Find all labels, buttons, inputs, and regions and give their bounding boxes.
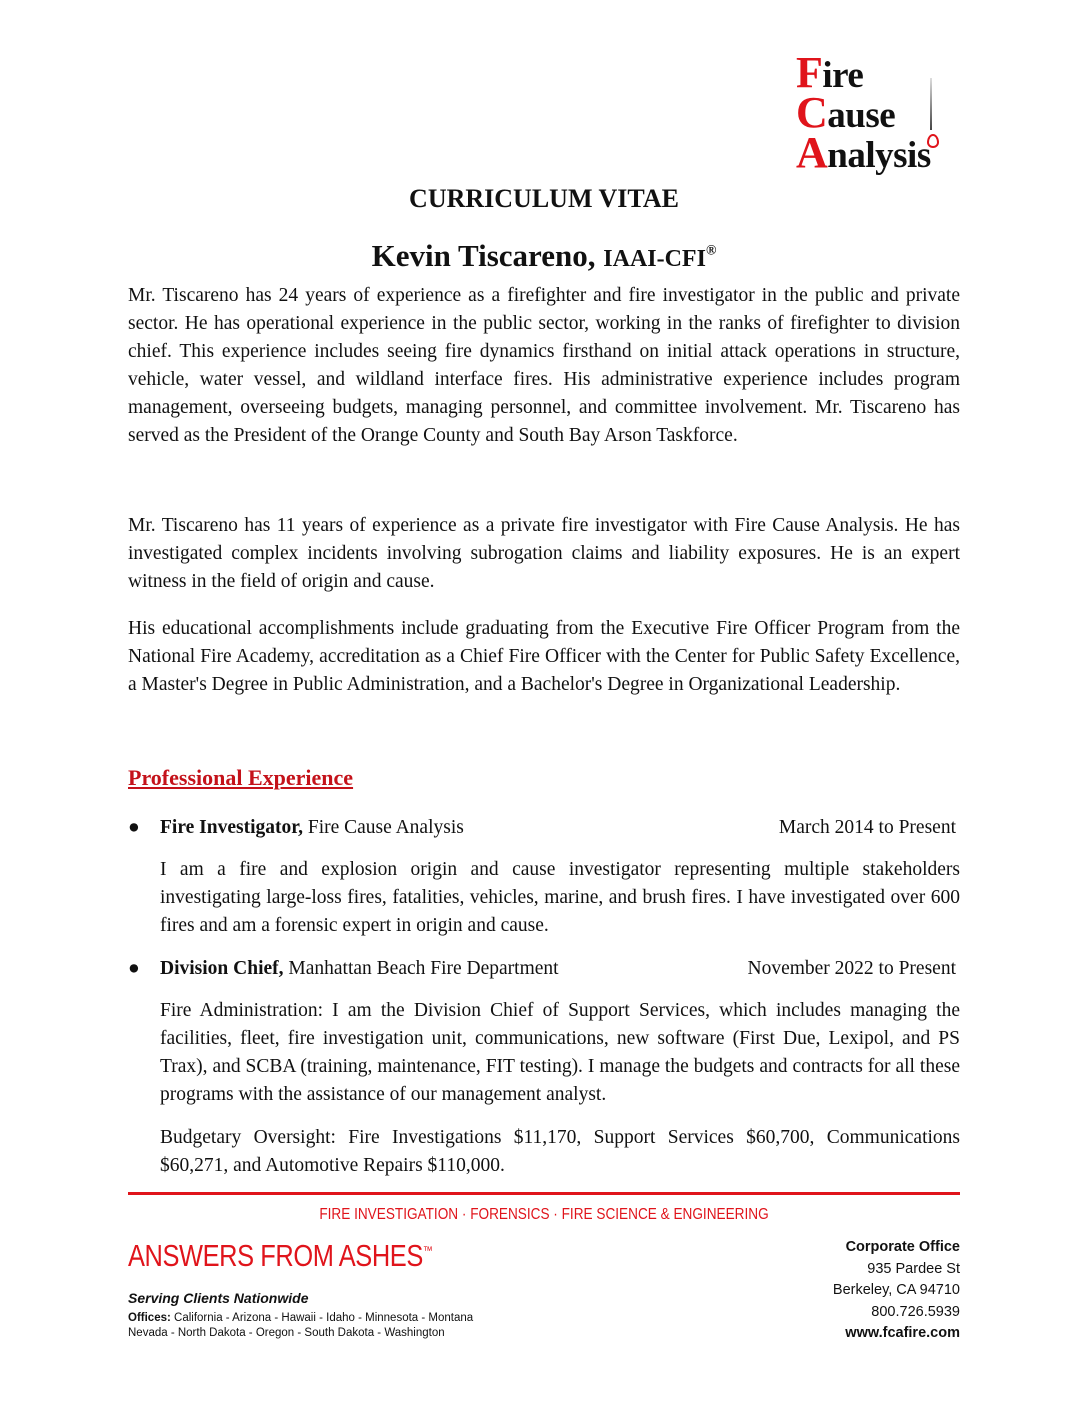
summary-paragraph: Mr. Tiscareno has 24 years of experience as a firefighter and fire investigator in the public and private sector. He has operational experience in the public sector, working in the ranks of firefighter to division chief. This experience includes seeing fire dynamics firsthand on initial attack operations in structure, vehicle, water vessel, and wildland interface fires. His administrative experience includes program management, overseeing budgets, managing personnel, and committee involvement. Mr. Tiscareno has served as the President of the Orange County and South Bay Arson Taskforce. <box>128 285 960 446</box>
job-dates: November 2022 to Present <box>747 958 956 979</box>
bullet-icon: ● <box>128 817 140 838</box>
footer-divider <box>128 1192 960 1195</box>
credential: IAAI-CFI <box>603 246 706 272</box>
company-logo <box>796 50 966 180</box>
corporate-office <box>833 1237 960 1345</box>
job-entry <box>128 955 960 983</box>
logo-line-cause: Cause <box>796 88 896 137</box>
job-entry <box>128 814 960 842</box>
smoke-wisp-icon <box>930 78 932 130</box>
job-dates: March 2014 to Present <box>778 817 956 838</box>
summary-paragraph: His educational accomplishments include graduating from the Executive Fire Officer Program from the National Fire Academy, accreditation as a Chief Fire Officer with the Center for Public Safety Excellence, a Master's Degree in Public Administration, and a Bachelor's Degree in Organizational Leadership. <box>128 618 960 695</box>
flame-drop-icon <box>927 134 939 148</box>
section-heading-professional-experience: Professional Experience <box>128 765 354 790</box>
registered-mark: ® <box>705 243 717 259</box>
logo-line-analysis: Analysis <box>796 128 931 177</box>
footer-serving: Serving Clients Nationwide <box>128 1290 309 1306</box>
job-title: Fire Investigator, Fire Cause Analysis <box>160 817 464 838</box>
summary-paragraph: Mr. Tiscareno has 11 years of experience as a private fire investigator with Fire Cause Analysis. He has investigated complex incidents involving subrogation claims and liability exposures. He is an expert witness in the field of origin and cause. <box>128 515 960 592</box>
footer-slogan: ANSWERS FROM ASHES™ <box>128 1238 433 1273</box>
job-description: I am a fire and explosion origin and cause investigator representing multiple stakeholders investigating large-loss fires, fatalities, vehicles, marine, and brush fires. I have investigated over 600 fires and am a forensic expert in origin and cause. <box>160 859 960 936</box>
job-title: Division Chief, Manhattan Beach Fire Department <box>160 958 559 979</box>
corporate-street: 935 Pardee St <box>867 1260 960 1277</box>
corporate-website-link[interactable]: www.fcafire.com <box>845 1325 960 1341</box>
bullet-icon: ● <box>128 958 140 979</box>
logo-line-fire: Fire <box>796 48 864 97</box>
document-title: CURRICULUM VITAE <box>409 184 679 213</box>
person-name: Kevin Tiscareno, IAAI-CFI® <box>371 238 717 273</box>
footer-tagline: FIRE INVESTIGATION · FORENSICS · FIRE SCIENCE & ENGINEERING <box>319 1206 769 1223</box>
job-description: Budgetary Oversight: Fire Investigations $11,170, Support Services $60,700, Communications $60,271, and Automotive Repairs $110,000. <box>160 1127 960 1176</box>
corporate-office-label: Corporate Office <box>845 1239 960 1255</box>
footer-offices: Offices: California - Arizona - Hawaii - Idaho - Minnesota - Montana Nevada - North Dakota - Oregon - South Dakota - Washington <box>128 1312 474 1339</box>
job-description: Fire Administration: I am the Division Chief of Support Services, which includes managing the facilities, fleet, fire investigation unit, communications, new software (First Due, Lexipol, and PS Trax), and SCBA (training, maintenance, FIT testing). I manage the budgets and contracts for all these programs with the assistance of our management analyst. <box>160 1000 960 1105</box>
trademark-mark: ™ <box>422 1243 433 1258</box>
corporate-city: Berkeley, CA 94710 <box>832 1282 960 1298</box>
corporate-phone: 800.726.5939 <box>871 1303 960 1320</box>
